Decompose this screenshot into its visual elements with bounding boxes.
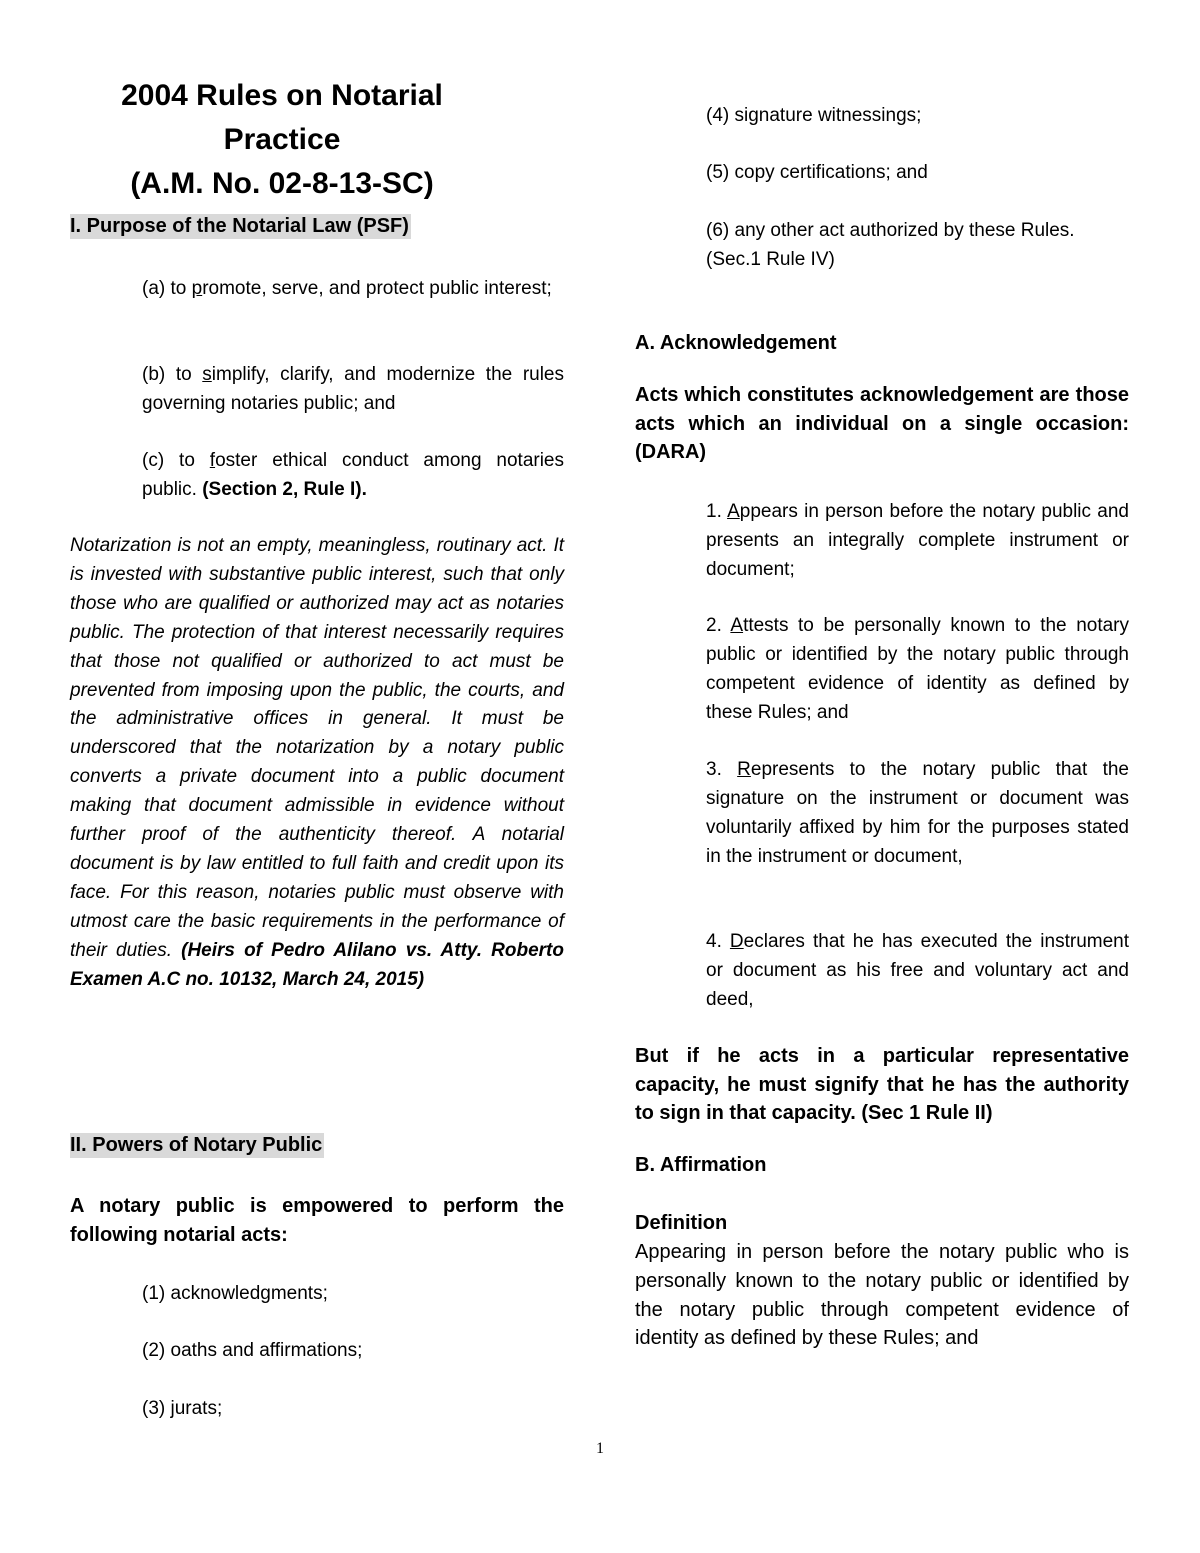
notarial-act-5: (5) copy certifications; and bbox=[706, 162, 928, 183]
notarial-act-6: (6) any other act authorized by these Rules. (Sec.1 Rule IV) bbox=[706, 220, 1075, 270]
definition-subheading: Definition bbox=[635, 1212, 728, 1234]
representative-capacity-note: But if he acts in a particular representative capacity, he must signify that he has the authority to sign in that capacity. (Sec 1 Rule II) bbox=[635, 1045, 1129, 1124]
dara-item-1: 1. Appears in person before the notary public and presents an integrally complete instrument or document; bbox=[706, 501, 1129, 580]
notarial-act-4: (4) signature witnessings; bbox=[706, 105, 922, 126]
powers-intro: A notary public is empowered to perform the following notarial acts: bbox=[70, 1195, 564, 1246]
case-quote: Notarization is not an empty, meaningless, routinary act. It is invested with substantive public interest, such that only those who are qualified or authorized may act as notaries public. The protection of that interest necessarily requires that those not qualified or authorized to act must be prevented from imposing upon the public, the courts, and the administrative offices in general. It must be underscored that the notarization by a notary public converts a private document into a public document making that document admissible in evidence without further proof of the authenticity thereof. A notarial document is by law entitled to full faith and credit upon its face. For this reason, notaries public must observe with utmost care the basic requirements in the performance of their duties. (Heirs of Pedro Alilano vs. Atty. Roberto Examen A.C no. 10132, March 24, 2015) bbox=[70, 535, 564, 990]
notarial-act-1: (1) acknowledgments; bbox=[142, 1283, 328, 1304]
document-title bbox=[70, 74, 494, 206]
dara-item-2: 2. Attests to be personally known to the notary public or identified by the notary public through competent evidence of identity as defined by these Rules; and bbox=[706, 615, 1129, 723]
section-1-heading: I. Purpose of the Notarial Law (PSF) bbox=[70, 215, 409, 237]
section-2-heading: II. Powers of Notary Public bbox=[70, 1134, 323, 1156]
acknowledgement-intro: Acts which constitutes acknowledgement are those acts which an individual on a single occasion: (DARA) bbox=[635, 384, 1129, 463]
dara-item-4: 4. Declares that he has executed the instrument or document as his free and voluntary act and deed, bbox=[706, 931, 1130, 1010]
notarial-act-2: (2) oaths and affirmations; bbox=[142, 1340, 363, 1361]
purpose-item-c: (c) to foster ethical conduct among notaries public. (Section 2, Rule I). bbox=[142, 450, 565, 500]
section-b-heading: B. Affirmation bbox=[635, 1154, 767, 1176]
affirmation-definition: Appearing in person before the notary public who is personally known to the notary public or identified by the notary public through competent evidence of identity as defined by these Rules; and bbox=[635, 1241, 1129, 1350]
page-number: 1 bbox=[596, 1440, 604, 1457]
notarial-act-3: (3) jurats; bbox=[142, 1398, 223, 1419]
section-a-heading: A. Acknowledgement bbox=[635, 332, 837, 354]
title-line-1: 2004 Rules on Notarial Practice bbox=[121, 79, 443, 156]
purpose-item-a: (a) to promote, serve, and protect public interest; bbox=[142, 278, 552, 299]
purpose-item-b: (b) to simplify, clarify, and modernize the rules governing notaries public; and bbox=[142, 364, 564, 414]
title-line-2: (A.M. No. 02-8-13-SC) bbox=[130, 167, 434, 200]
dara-item-3: 3. Represents to the notary public that the signature on the instrument or document was voluntarily affixed by him for the purposes stated in the instrument or document, bbox=[706, 759, 1129, 867]
